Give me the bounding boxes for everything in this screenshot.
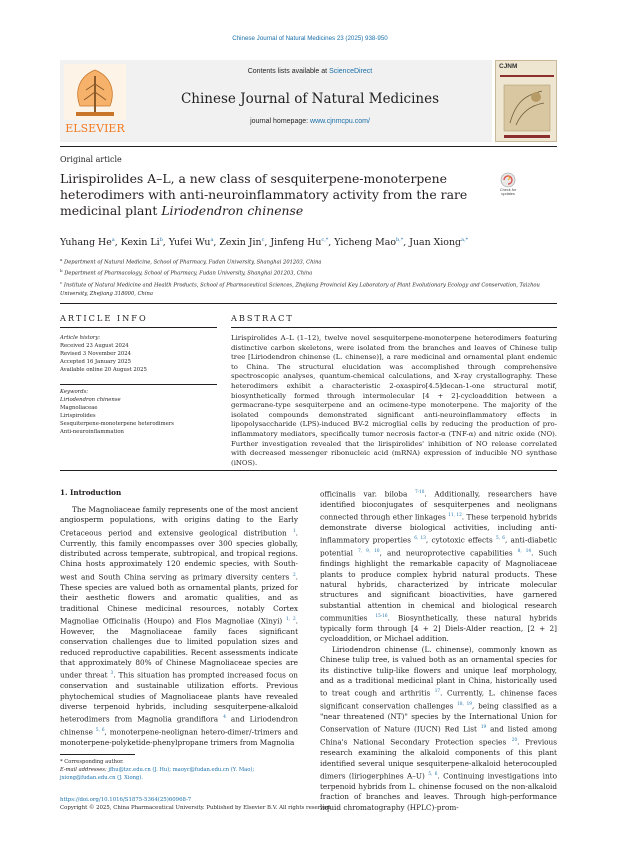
author[interactable]: Zexin Jin$^c$ [219,237,265,249]
homepage-prefix: journal homepage: [250,118,311,125]
text-run: , anti-diabetic potential [320,535,558,558]
check-updates-label: Check for updates [499,188,517,197]
keyword[interactable]: Magnoliaceae [60,405,98,411]
keyword[interactable]: Lirispirolides [60,413,96,419]
text-run: . However, the Magnoliaceae family faces significant conservation challenges due to limited population sizes and reduced reproductive capabilities. Recent assessments indicate that approximately 80% of Chinese Magnoliaceae species are under threat [60,616,298,680]
text-run: . Currently, this family encompasses over 300 species globally, distributed across temperate, subtropical, and tropical regions. China hosts approximately 120 endemic species, with South-west and South China serving as primary diversity centers [60,528,298,582]
intro-paragraph [320,645,557,813]
keywords-label: Keywords: [60,389,89,395]
article-history [60,334,217,374]
affiliation: $^a$ Department of Natural Medicine, School of Pharmacy, Fudan University, Shanghai 201203, China [60,257,322,266]
citation-ref[interactable]: 1 [293,527,296,533]
section-rule [60,303,557,304]
homepage-line [140,118,480,125]
text-run: and listed among China's National Secondary Protection species [320,724,557,747]
citation-ref[interactable]: 5, 6 [428,770,438,776]
abstract-bottom-rule [60,470,557,471]
author[interactable]: Yuhang He$^a$ [60,237,115,249]
email-links[interactable]: jfhu@tzc.edu.cn (J. Hu); maoyc@fudan.edu.cn (Y. Mao); jxiong@fudan.edu.cn (J. Xiong). [60,767,255,781]
history-item: Received 23 August 2024 [60,343,129,349]
elsevier-wordmark: ELSEVIER [65,122,125,135]
text-run: . Previous research examining the alkaloid components of this plant identified several unique sesquiterpene-alkaloid heterocoupled dimers (liriogerphines A–U) [320,737,558,781]
title-main: Lirispirolides A–L, a new class of sesquiterpene-monoterpene heterodimers with anti-neuroinflammatory activity from the rare medicinal plant [60,171,468,218]
text-run: . Biosynthetically, these natural hybrids typically form through [4 + 2] Diels-Alder reaction, [2 + 2] cycloaddition, or Michael addition. [320,613,557,644]
citation-ref[interactable]: 8, 14 [517,548,532,554]
citation-ref[interactable]: 5, 6 [95,727,105,733]
history-item: Available online 20 August 2025 [60,367,147,373]
footnote [60,758,300,782]
text-run: , monoterpene-neolignan hetero-dimer/-trimers and monoterpene-polyketide-phenylpropane trimers from Magnolia [60,727,298,748]
affiliations [60,256,557,299]
citation-ref[interactable]: 2 [293,571,296,577]
doi-link[interactable]: https://doi.org/10.1016/S1875-5364(25)60968-7 [60,797,192,803]
history-item: Revised 3 November 2024 [60,351,131,357]
author[interactable]: Juan Xiong$^{a,*}$ [409,237,469,249]
text-run: The Magnoliaceae family represents one of the most ancient angiosperm populations, with origins dating to the Early Cretaceous period and extensive geological distribution [60,505,298,538]
text-run: officinalis var. biloba [320,489,415,499]
check-updates-icon [493,172,523,188]
keyword[interactable]: Anti-neuroinflammation [60,429,124,435]
footnote-rule [60,754,135,755]
running-head[interactable]: Chinese Journal of Natural Medicines 23 (2025) 938-950 [232,35,388,42]
affiliation: $^c$ Institute of Natural Medicine and Health Products, School of Pharmaceutical Sciences, Zhejiang Provincial Key Laboratory of Plant Evolutionary Ecology and Conservation, Taizhou University, Zhejiang 318000, China [60,279,540,297]
title-italic: Liriodendron chinense [161,203,304,218]
affiliation: $^b$ Department of Pharmacology, School of Pharmacy, Fudan University, Shanghai 201203, China [60,268,313,278]
journal-cover-image[interactable] [495,60,557,142]
citation-ref[interactable]: 4 [223,714,226,720]
homepage-link[interactable]: www.cjnmcpu.com/ [310,118,370,125]
text-run: . This situation has prompted increased focus on conservation and sustainable utilization efforts. Previous phytochemical studies of Magnoliaceae plants have revealed diverse terpenoid hybrids, including sesquiterpene-alkaloid heterodimers from Magnolia grandiflora [60,670,298,724]
citation-ref[interactable]: 6, 13 [414,535,426,541]
contents-prefix: Contents lists available at [247,68,330,75]
text-run: . Continuing investigations into terpenoid hybrids from L. chinense focused on the non-alkaloid fraction of branches and leaves. Through high-performance liquid chromatography (HPLC)-prom- [320,771,557,812]
citation-ref[interactable]: 18, 19 [457,701,472,707]
citation-ref[interactable]: 5, 6 [496,535,505,541]
text-run: , and neuroprotective capabilities [379,548,518,558]
keyword[interactable]: Liriodendron chinense [60,397,121,403]
check-for-updates-badge[interactable] [493,172,523,204]
corresponding-note: * Corresponding author. [60,759,124,765]
text-run: , being classified as a "near threatened (NT)" species by the International Union for Conservation of Nature (IUCN) Red List [320,701,557,734]
intro-column-left [60,505,298,748]
text-run: and Liriodendron chinense [60,714,298,737]
text-run: . Additionally, researchers have identified bioconjugates of sesquiterpenes and neolignans connected through ether linkages [320,489,558,522]
citation-ref[interactable]: 19 [480,724,487,730]
keyword[interactable]: Sesquiterpene-monoterpene heterodimers [60,421,175,427]
keywords-rule [60,384,217,385]
intro-column-right [320,487,557,813]
abstract-heading: ABSTRACT [231,313,294,323]
article-title [60,171,475,219]
sciencedirect-link[interactable]: ScienceDirect [329,68,373,75]
emails-label: E-mail addresses: [60,767,109,773]
introduction-heading: 1. Introduction [60,488,122,497]
article-info-rule [60,327,217,328]
author[interactable]: Yicheng Mao$^{b,*}$ [334,237,404,249]
text-run: . Currently, L. chinense faces significant conservation challenges [320,688,557,711]
citation-ref[interactable]: 3 [110,670,114,676]
author-list: Yuhang He$^a$, Kexin Li$^b$, Yufei Wu$^a$, Zexin Jin$^c$, Jinfeng $Hu^{c,*}$, Yicheng Mao$^{b,*}$, Juan Xiong$^{a,*}$ [60,237,469,249]
header-rule [60,146,557,147]
text-run: , cytotoxic effects [425,535,496,545]
article-info-heading: ARTICLE INFO [60,313,148,323]
citation-ref[interactable]: 1, 2 [286,615,296,621]
cover-label: CJNM [499,63,518,70]
abstract-text: Lirispirolides A–L (1–12), twelve novel sesquiterpene-monoterpene heterodimers featuring distinctive carbon skeletons, were isolated from the branches and leaves of Chinese tulip tree [Liriodendron chinense (L. chinense)], a rare medicinal and ornamental plant endemic to China. The structural elucidation was accomplished through comprehensive spectroscopic analyses, quantum-chemical calculations, and X-ray crystallography. These heterodimers exhibit a characteristic 2-oxaspiro[4.5]decan-1-one structural motif, biosynthetically formed through intermolecular [4 + 2]-cycloaddition between a germacrane-type sesquiterpene and an ocimene-type monoterpene. The majority of the isolated compounds demonstrated significant anti-neuroinflammatory effects in lipopolysaccharide (LPS)-induced BV-2 microglial cells by reducing the production of pro-inflammatory mediators, specifically tumor necrosis factor-α (TNF-α) and nitric oxide (NO). Further investigation revealed that the lirispirolides' inhibition of NO release correlated with decreased messenger ribonucleic acid (mRNA) expression of inducible NO synthase (iNOS). [231,334,557,467]
citation-ref[interactable]: 11, 12 [448,512,462,518]
citation-ref[interactable]: 15-16 [375,613,388,619]
author[interactable]: Yufei Wu$^a$ [168,237,214,249]
text-run: . Such findings highlight the remarkable capacity of Magnoliaceae plants to produce complex hybrid natural products. These natural hybrids, characterized by intricate molecular structures and significant bioactivities, have garnered substantial attention in chemical and biological research communities [320,548,558,623]
keywords [60,388,217,436]
elsevier-logo[interactable] [62,62,128,138]
author[interactable]: Jinfeng $Hu^{c,*}$ [270,237,329,249]
citation-ref[interactable]: 20 [511,737,518,743]
copyright: Copyright © 2025, China Pharmaceutical University. Published by Elsevier B.V. All rights reserved. [60,805,332,811]
text-run: . These species are valued both as ornamental plants, prized for their aesthetic flowers and aromatic qualities, and as traditional Chinese medicinal resources, notably Cortex Magnoliae Officinalis (Houpo) and Flos Magnoliae (Xinyi) [60,572,298,626]
citation-ref[interactable]: 7, 9, 10 [358,548,380,554]
citation-ref[interactable]: 7-10 [414,489,425,494]
history-item: Accepted 16 January 2025 [60,359,131,365]
author[interactable]: Kexin Li$^b$ [120,237,163,249]
text-run: . These terpenoid hybrids demonstrate diverse biological activities, including anti-inflammatory properties [320,512,557,545]
abstract-rule [231,327,557,328]
journal-title[interactable]: Chinese Journal of Natural Medicines [180,91,440,107]
text-run: Liriodendron chinense (L. chinense), commonly known as Chinese tulip tree, is valued both as an ornamental species for its distinctive tulip-like flowers and unique leaf morphology, and as a traditional medicinal plant in China, historically used to treat cough and arthritis [320,644,557,698]
citation-ref[interactable]: 17 [434,688,441,694]
doi-block [60,796,360,812]
contents-line [140,68,480,75]
article-type: Original article [60,155,122,164]
history-label: Article history: [60,335,101,341]
intro-paragraph [320,487,557,645]
